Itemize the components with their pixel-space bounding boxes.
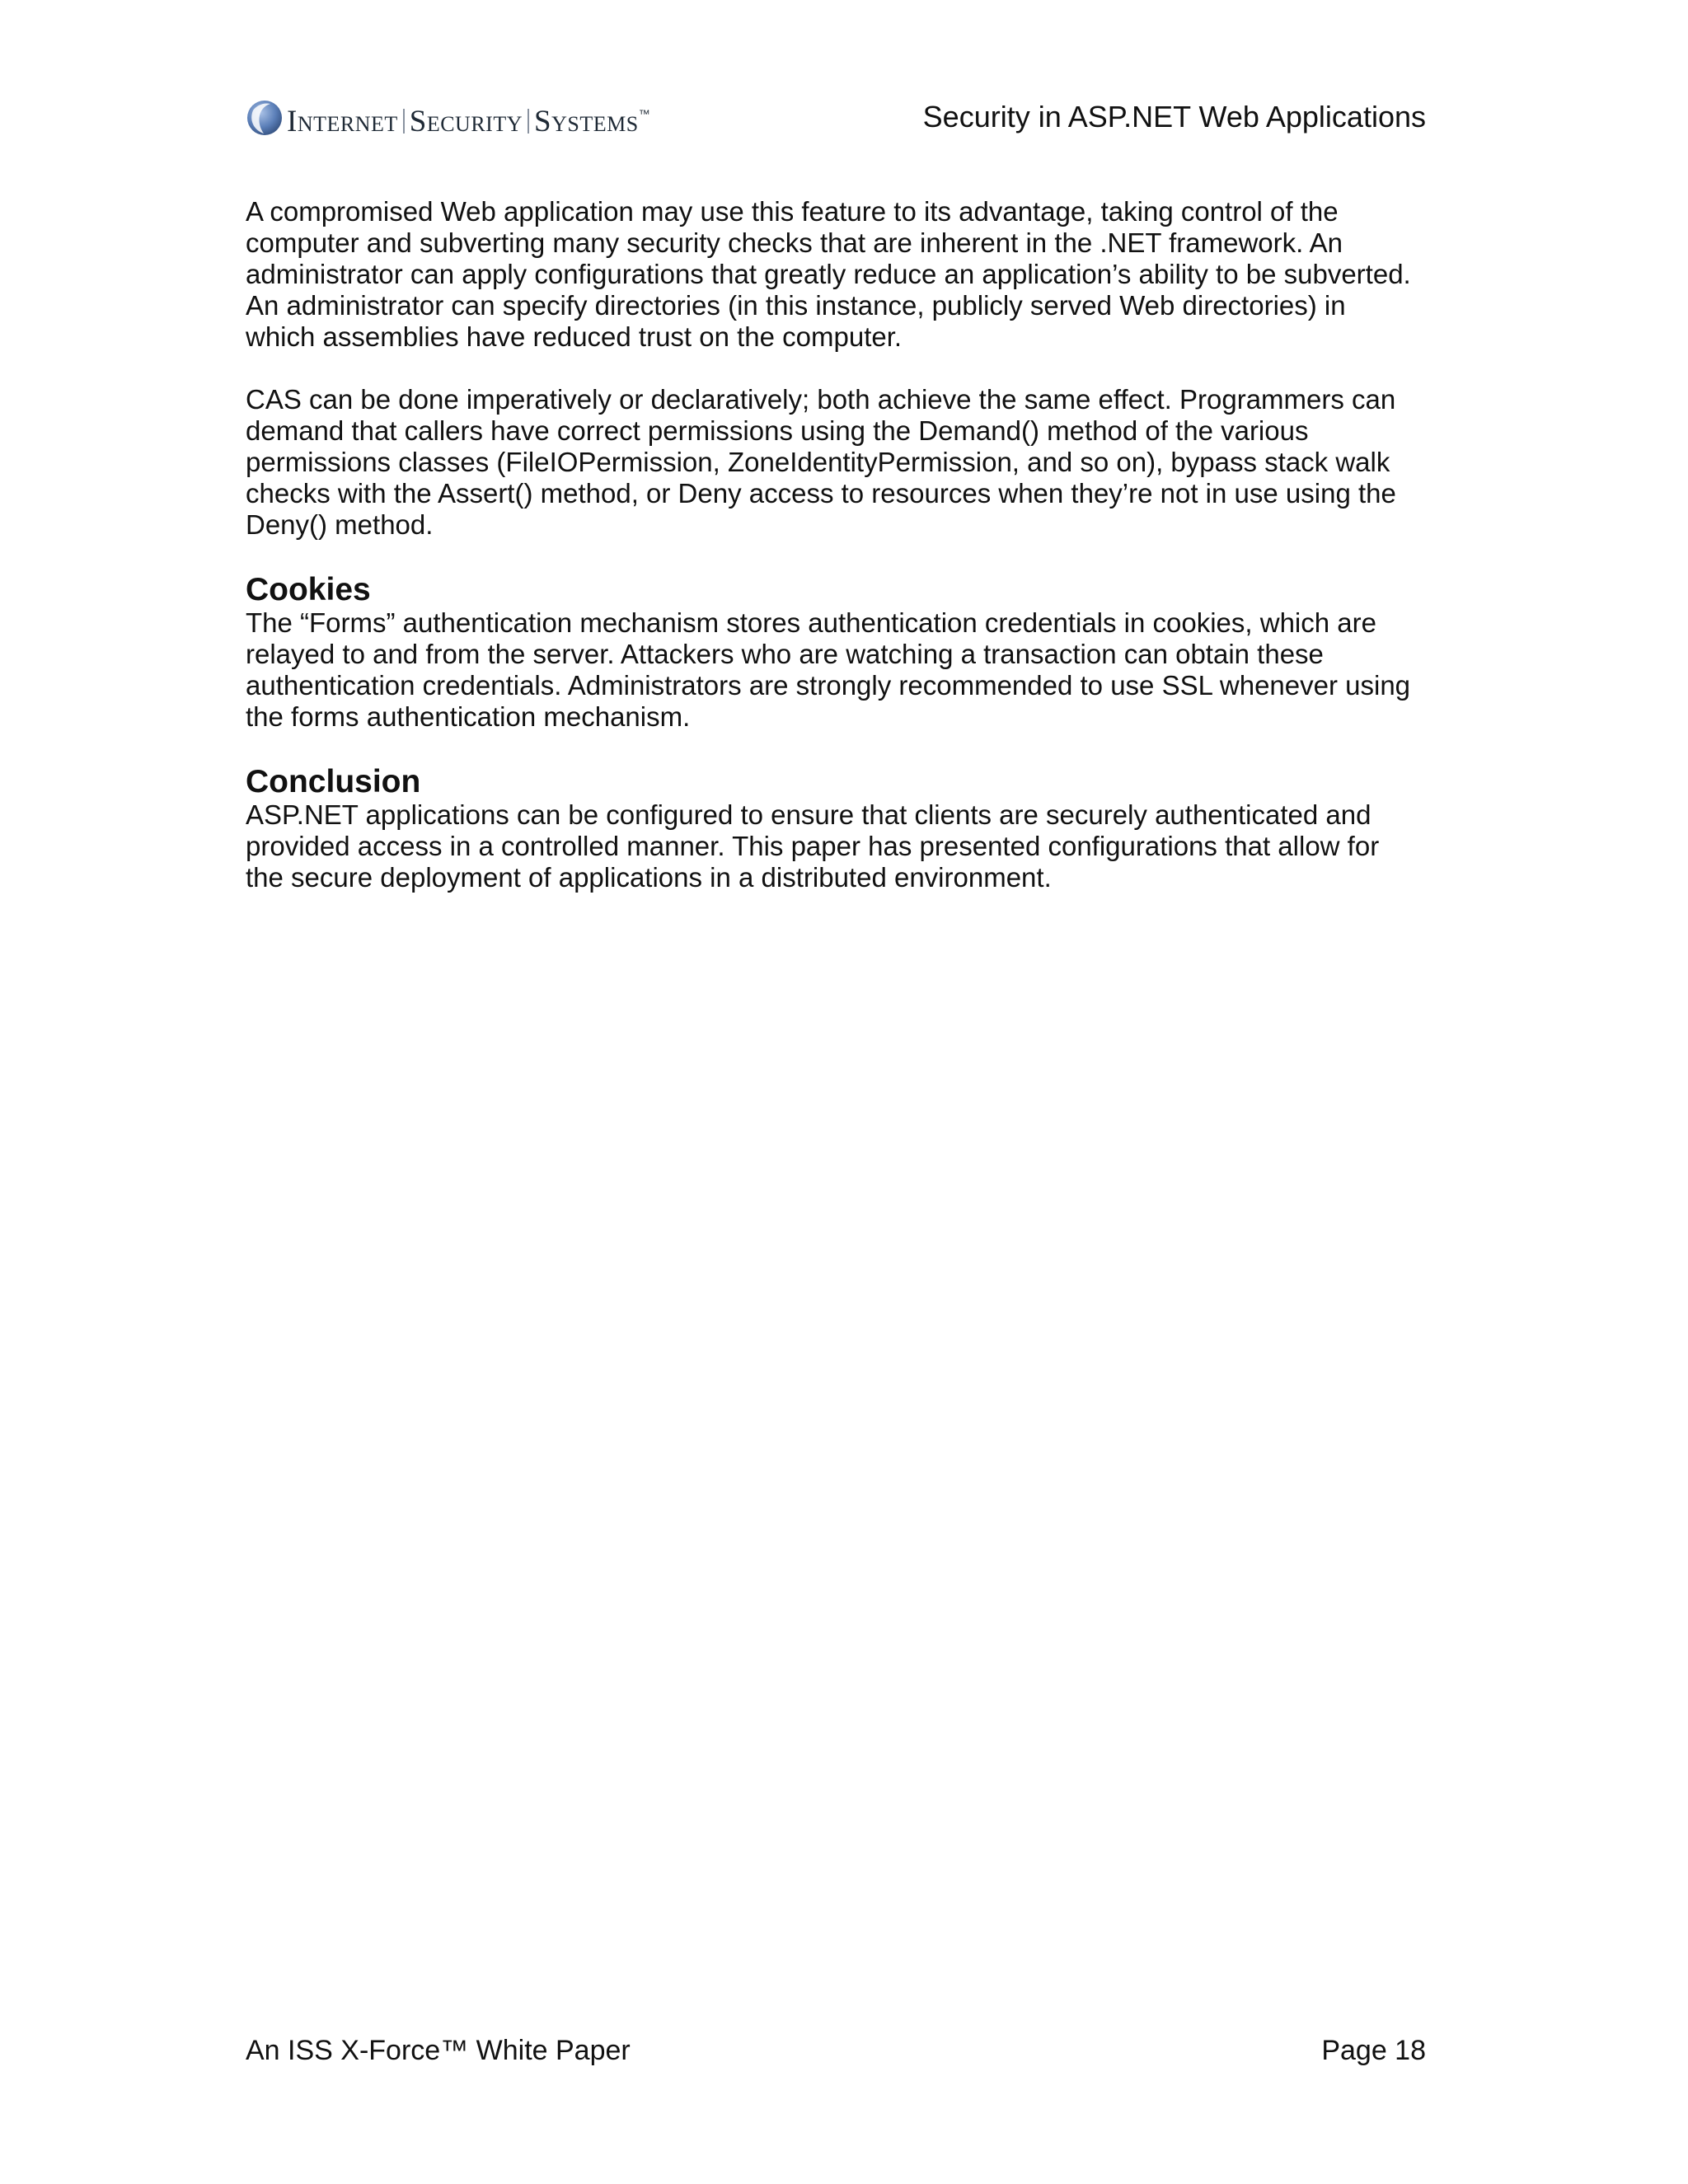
text-line: checks with the Assert() method, or Deny access to resources when they’re not in use using the [246,478,1396,509]
text-line: which assemblies have reduced trust on the computer. [246,321,903,352]
logo-separator [403,109,405,134]
text-line: Deny() method. [246,509,434,540]
text-line: CAS can be done imperatively or declaratively; both achieve the same effect. Programmers can [246,384,1396,415]
paragraph-cookies [246,607,1432,733]
text-line: A compromised Web application may use this feature to its advantage, taking control of the [246,196,1339,227]
text-line: authentication credentials. Administrators are strongly recommended to use SSL whenever using [246,670,1411,701]
footer-publication: An ISS X-Force™ White Paper [246,2035,631,2066]
text-line: An administrator can specify directories (in this instance, publicly served Web directories) in [246,290,1346,321]
logo-wordmark [287,93,650,143]
text-line: computer and subverting many security checks that are inherent in the .NET framework. An [246,227,1343,258]
text-line: ASP.NET applications can be configured to ensure that clients are securely authenticated and [246,799,1372,830]
text-line: provided access in a controlled manner. This paper has presented configurations that allow for [246,831,1380,861]
logo-word-internet: Internet [287,105,398,138]
iss-logo [246,97,650,138]
text-line: the forms authentication mechanism. [246,701,691,732]
logo-trademark: ™ [638,107,651,120]
text-line: permissions classes (FileIOPermission, ZoneIdentityPermission, and so on), bypass stack walk [246,447,1390,477]
logo-separator [528,109,529,134]
page-header [246,92,1426,142]
heading-conclusion: Conclusion [246,764,421,799]
globe-logo-icon [246,99,284,137]
text-line: relayed to and from the server. Attackers who are watching a transaction can obtain these [246,639,1324,669]
paragraph-conclusion [246,799,1432,893]
paragraph-cas-methods [246,384,1432,541]
logo-word-systems: Systems [534,105,639,138]
text-line: demand that callers have correct permissions using the Demand() method of the various [246,415,1309,446]
header-title: Security in ASP.NET Web Applications [922,100,1426,134]
page-number: Page 18 [1321,2035,1426,2066]
page-content [246,196,1432,925]
logo-word-security: Security [409,105,523,138]
text-line: The “Forms” authentication mechanism stores authentication credentials in cookies, which are [246,607,1376,638]
text-line: administrator can apply configurations that greatly reduce an application’s ability to be subverted. [246,259,1411,289]
page-footer [246,2032,1426,2069]
text-line: the secure deployment of applications in a distributed environment. [246,862,1052,893]
paragraph-cas-intro [246,196,1432,353]
heading-cookies: Cookies [246,572,371,607]
